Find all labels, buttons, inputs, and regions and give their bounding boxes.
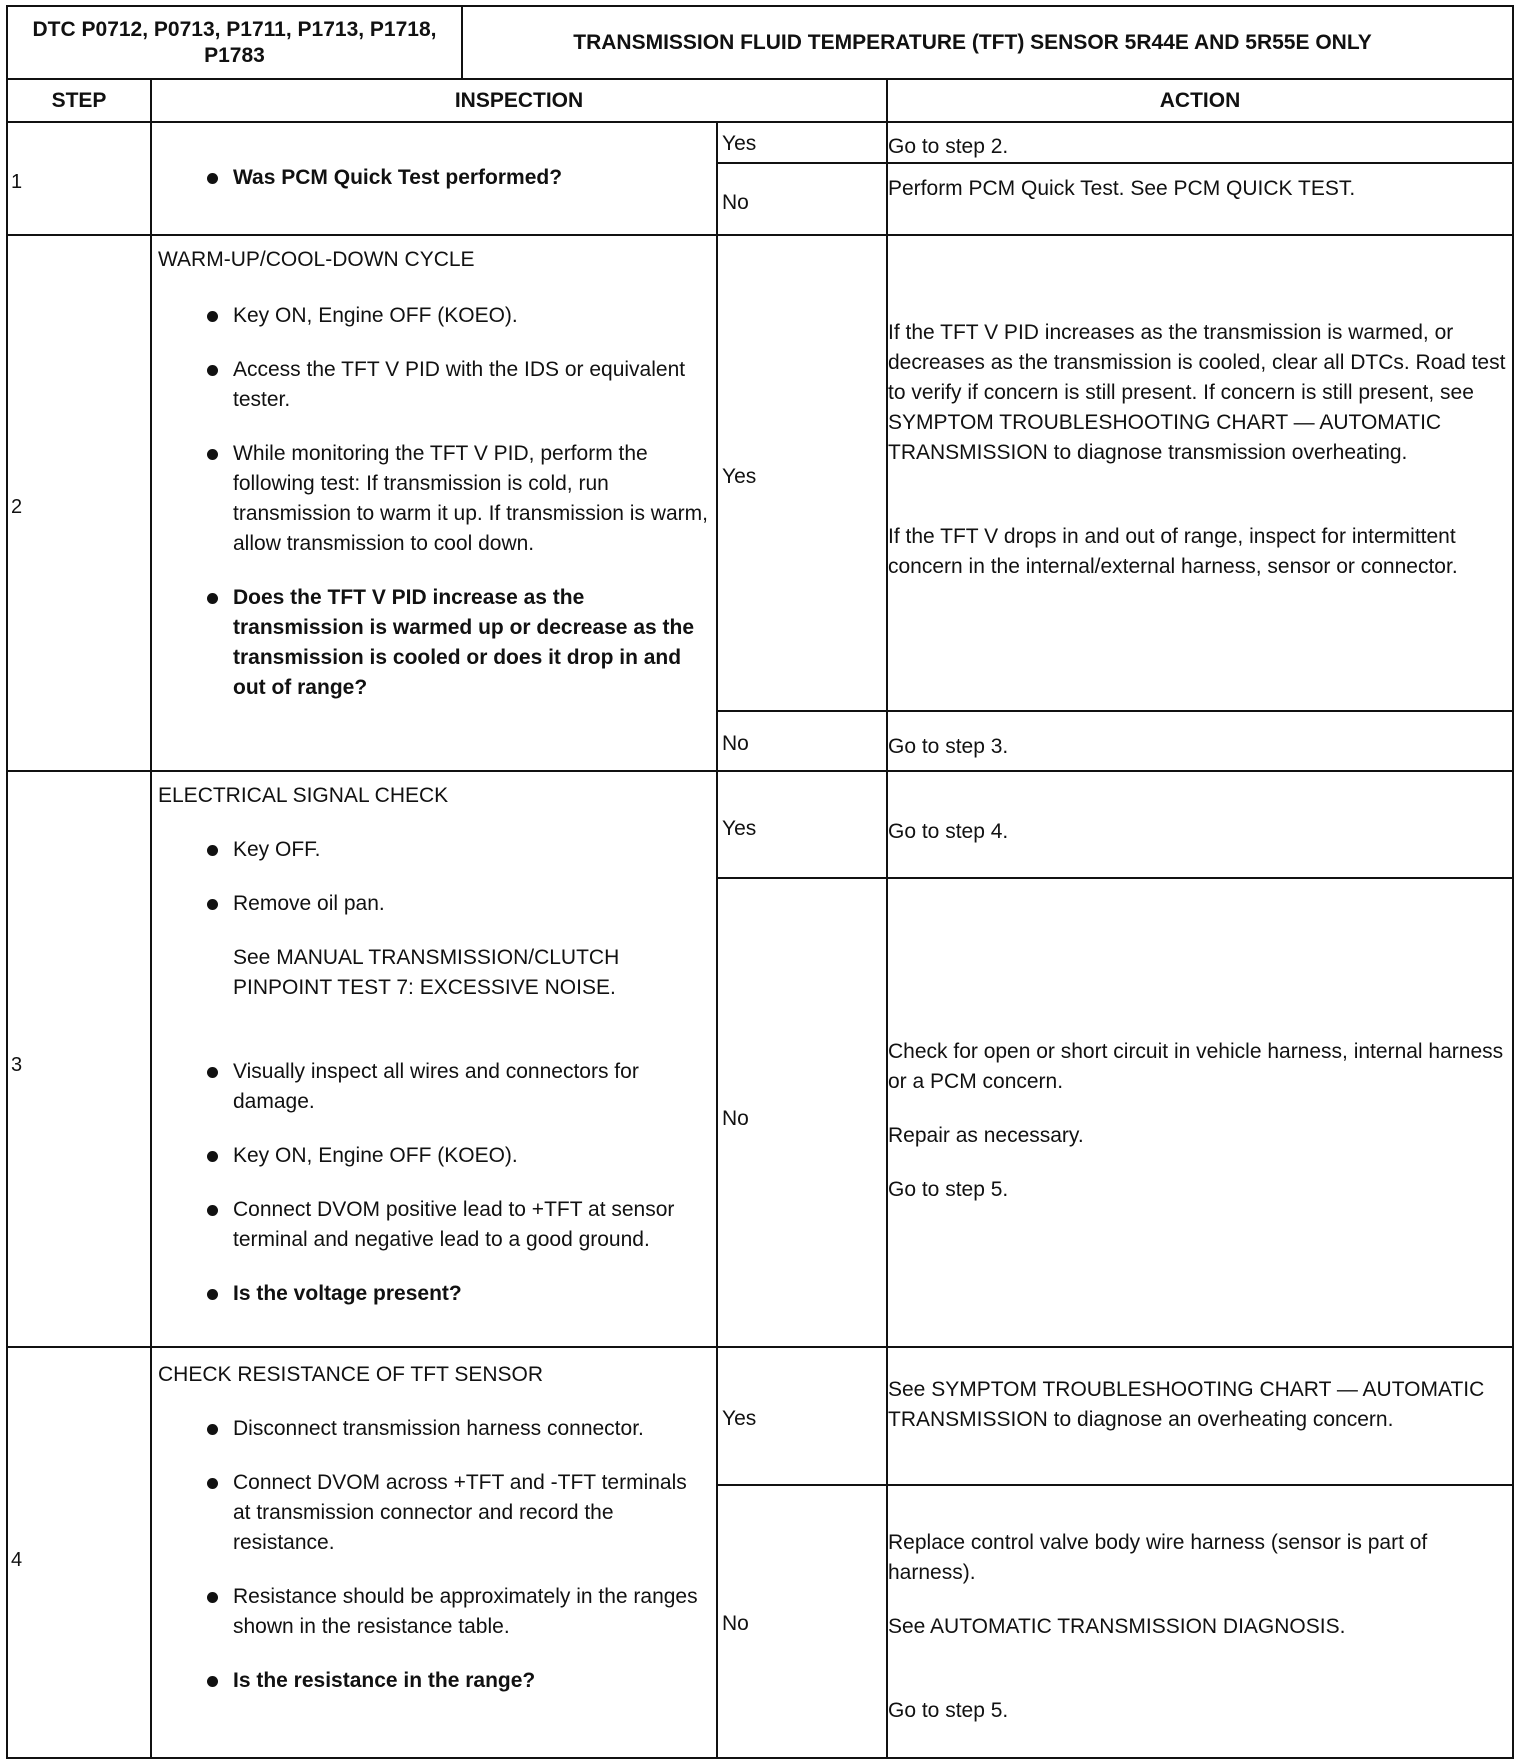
- table-border-left: [6, 121, 8, 1759]
- step-number-2: 2: [11, 496, 23, 518]
- column-header-action: ACTION: [886, 78, 1514, 123]
- inspection-bullet: Disconnect transmission harness connector.: [158, 1414, 708, 1444]
- inspection-bullet: Visually inspect all wires and connectors for damage.: [158, 1057, 708, 1117]
- inspection-bullet: Access the TFT V PID with the IDS or equivalent tester.: [158, 355, 708, 415]
- inspection-bullet: Key OFF.: [158, 835, 708, 865]
- step-number-3: 3: [11, 1054, 23, 1076]
- bullet-icon: [207, 1424, 218, 1435]
- table-border-bottom: [6, 1757, 1514, 1759]
- step-2-inspection: [158, 245, 708, 703]
- step-number-4: 4: [11, 1549, 23, 1571]
- step-3-no-label: No: [722, 1107, 749, 1130]
- step-3-yes-action: Go to step 4.: [888, 820, 1009, 843]
- reference-note: See MANUAL TRANSMISSION/CLUTCH PINPOINT TEST 7: EXCESSIVE NOISE.: [233, 946, 620, 999]
- document-title: TRANSMISSION FLUID TEMPERATURE (TFT) SENSOR 5R44E AND 5R55E ONLY: [573, 30, 1372, 54]
- inspection-bullet: Remove oil pan.: [158, 889, 708, 919]
- step-2-no-label: No: [722, 732, 749, 755]
- yes-no-divider-3: [716, 877, 1514, 879]
- step-1-no-label: No: [722, 191, 749, 214]
- step-3-no-action: Check for open or short circuit in vehicle harness, internal harness or a PCM concern. Repair as necessary. Go to step 5.: [888, 1040, 1504, 1201]
- step-4-yes-label: Yes: [722, 1407, 757, 1430]
- inspection-question: Was PCM Quick Test performed?: [158, 163, 708, 193]
- bullet-icon: [207, 593, 218, 604]
- step-3-inspection: [158, 781, 708, 1309]
- step-4-yes-action: See SYMPTOM TROUBLESHOOTING CHART — AUTOMATIC TRANSMISSION to diagnose an overheating concern.: [888, 1378, 1485, 1431]
- step-2-yes-label: Yes: [722, 465, 757, 488]
- step-number-1: 1: [11, 171, 23, 193]
- row-divider-1-2: [6, 234, 1514, 236]
- bullet-icon: [207, 173, 218, 184]
- inspection-bullet: Key ON, Engine OFF (KOEO).: [158, 1141, 708, 1171]
- step-2-no-action: Go to step 3.: [888, 735, 1009, 758]
- bullet-icon: [207, 1592, 218, 1603]
- column-header-inspection: INSPECTION: [150, 78, 888, 123]
- diagnostic-table: [6, 5, 1514, 1759]
- bullet-icon: [207, 1067, 218, 1078]
- inspection-bullet: While monitoring the TFT V PID, perform the following test: If transmission is cold, run transmission to warm it up. If transmission is warm, allow transmission to cool down.: [158, 439, 708, 559]
- inspection-question: Is the resistance in the range?: [158, 1666, 708, 1696]
- step-1-no-action: Perform PCM Quick Test. See PCM QUICK TEST.: [888, 177, 1356, 200]
- row-divider-3-4: [6, 1346, 1514, 1348]
- row-divider-2-3: [6, 770, 1514, 772]
- section-heading: WARM-UP/COOL-DOWN CYCLE: [158, 248, 475, 271]
- step-4-no-label: No: [722, 1612, 749, 1635]
- column-divider-yesno: [716, 121, 718, 1759]
- yes-no-divider-4: [716, 1484, 1514, 1486]
- step-4-no-action: Replace control valve body wire harness (sensor is part of harness). See AUTOMATIC TRANSMISSION DIAGNOSIS. Go to step 5.: [888, 1531, 1428, 1722]
- section-heading: CHECK RESISTANCE OF TFT SENSOR: [158, 1363, 544, 1386]
- inspection-bullet: Resistance should be approximately in the ranges shown in the resistance table.: [158, 1582, 708, 1642]
- yes-no-divider-1: [716, 162, 1514, 164]
- inspection-question: Does the TFT V PID increase as the transmission is warmed up or decrease as the transmission is cooled or does it drop in and out of range?: [158, 583, 708, 703]
- step-4-inspection: [158, 1360, 708, 1696]
- column-header-step: STEP: [6, 78, 152, 123]
- bullet-icon: [207, 449, 218, 460]
- inspection-question: Is the voltage present?: [158, 1279, 708, 1309]
- bullet-icon: [207, 1289, 218, 1300]
- step-3-yes-label: Yes: [722, 817, 757, 840]
- bullet-icon: [207, 845, 218, 856]
- step-1-inspection: [158, 163, 708, 193]
- bullet-icon: [207, 365, 218, 376]
- step-2-yes-action: If the TFT V PID increases as the transmission is warmed, or decreases as the transmission is cooled, clear all DTCs. Road test to verify if concern is still present. If concern is still present, see SYMPTOM TROUBLESHOOTING CHART — AUTOMATIC TRANSMISSION to diagnose transmission overheating. If the TFT V drops in and out of range, inspect for intermittent concern in the internal/external harness, sensor or connector.: [888, 321, 1506, 578]
- inspection-bullet: Connect DVOM across +TFT and -TFT terminals at transmission connector and record the resistance.: [158, 1468, 708, 1558]
- yes-no-divider-2: [716, 710, 1514, 712]
- dtc-codes: DTC P0712, P0713, P1711, P1713, P1718, P1783: [8, 7, 463, 78]
- inspection-bullet: Connect DVOM positive lead to +TFT at sensor terminal and negative lead to a good ground.: [158, 1195, 708, 1255]
- step-1-yes-action: Go to step 2.: [888, 135, 1009, 158]
- column-divider-step: [150, 121, 152, 1759]
- bullet-icon: [207, 1205, 218, 1216]
- step-1-yes-label: Yes: [722, 132, 757, 155]
- bullet-icon: [207, 899, 218, 910]
- bullet-icon: [207, 311, 218, 322]
- table-header: [6, 5, 1514, 80]
- section-heading: ELECTRICAL SIGNAL CHECK: [158, 784, 449, 807]
- bullet-icon: [207, 1676, 218, 1687]
- bullet-icon: [207, 1478, 218, 1489]
- inspection-bullet: Key ON, Engine OFF (KOEO).: [158, 301, 708, 331]
- bullet-icon: [207, 1151, 218, 1162]
